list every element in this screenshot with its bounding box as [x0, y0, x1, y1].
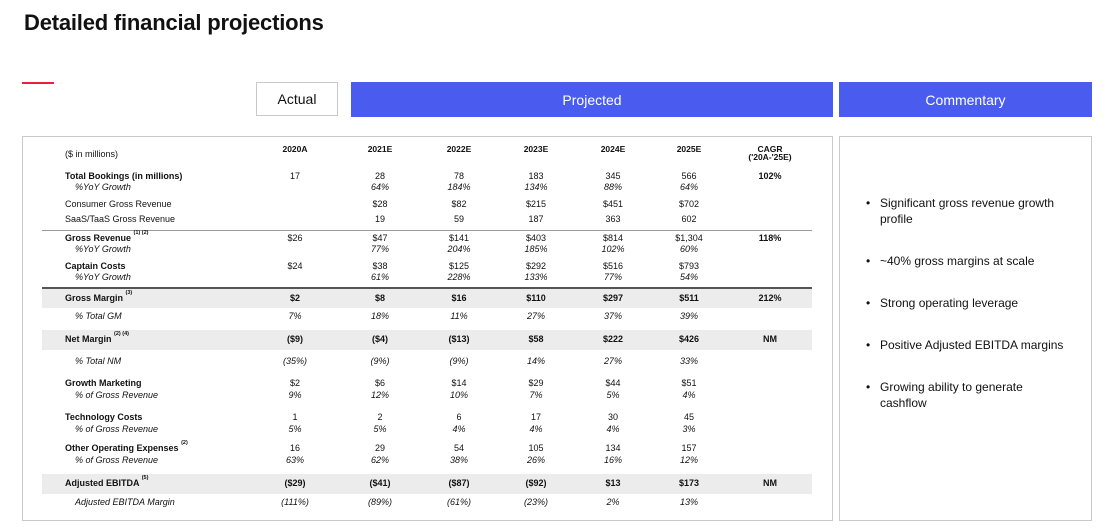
commentary-bullet: [866, 253, 1066, 269]
cagr-cell: 118%: [758, 233, 782, 243]
column-header: 2021E: [367, 144, 393, 154]
commentary-bullet: [866, 295, 1066, 311]
table-cell: 4%: [529, 424, 543, 434]
table-cell: ($92): [525, 478, 547, 488]
table-cell: 4%: [682, 390, 696, 400]
table-cell: $29: [528, 378, 544, 388]
table-cell: 183: [528, 171, 544, 181]
row-label: % Total GM: [75, 311, 122, 321]
bullet-text: Significant gross revenue growth profile: [880, 196, 1055, 226]
table-cell: 184%: [447, 182, 471, 192]
bullet-icon: •: [866, 338, 871, 352]
row-label: Total Bookings (in millions): [65, 171, 183, 181]
row-label: % of Gross Revenue: [75, 455, 159, 465]
cagr-cell: 102%: [758, 171, 782, 181]
table-cell: ($87): [448, 478, 470, 488]
table-cell: $82: [451, 199, 467, 209]
table-cell: 363: [605, 214, 621, 224]
table-cell: $44: [605, 378, 621, 388]
cagr-cell: NM: [763, 478, 777, 488]
table-cell: 228%: [447, 272, 471, 282]
table-cell: 12%: [679, 455, 699, 465]
table-cell: $58: [528, 334, 544, 344]
table-cell: 5%: [288, 424, 302, 434]
table-cell: 27%: [526, 311, 546, 321]
table-cell: 602: [681, 214, 697, 224]
table-cell: 54: [453, 443, 465, 453]
row-label: Gross Revenue $^{(1) (2)}$: [65, 230, 149, 243]
column-header: 2023E: [523, 144, 549, 154]
table-cell: (89%): [367, 497, 393, 507]
table-cell: 38%: [449, 455, 469, 465]
table-cell: 2: [377, 412, 383, 422]
table-cell: 6: [456, 412, 462, 422]
table-cell: 27%: [603, 356, 623, 366]
table-cell: $110: [526, 293, 546, 303]
table-cell: 33%: [679, 356, 699, 366]
table-cell: 10%: [449, 390, 469, 400]
row-label: Gross Margin $^{(3)}$: [65, 290, 133, 303]
table-cell: 45: [683, 412, 695, 422]
table-cell: (9%): [370, 356, 390, 366]
row-label: % of Gross Revenue: [75, 390, 159, 400]
table-cell: 5%: [373, 424, 387, 434]
table-cell: 78: [453, 171, 465, 181]
row-label: % Total NM: [75, 356, 122, 366]
table-cell: $511: [679, 293, 699, 303]
table-cell: ($29): [284, 478, 306, 488]
row-label: Growth Marketing: [65, 378, 142, 388]
page-title: Detailed financial projections: [24, 10, 324, 35]
cagr-cell: NM: [763, 334, 777, 344]
table-cell: ($4): [371, 334, 389, 344]
table-cell: (35%): [282, 356, 308, 366]
row-label: SaaS/TaaS Gross Revenue: [65, 214, 176, 224]
table-cell: ($13): [448, 334, 470, 344]
table-cell: $403: [525, 233, 547, 243]
column-header: 2025E: [676, 144, 702, 154]
row-label: %YoY Growth: [75, 244, 131, 254]
table-cell: 60%: [679, 244, 699, 254]
bullet-icon: •: [866, 296, 871, 310]
table-cell: $297: [602, 293, 624, 303]
table-cell: 77%: [603, 272, 623, 282]
table-cell: $24: [287, 261, 303, 271]
table-cell: 9%: [288, 390, 302, 400]
table-cell: (111%): [281, 497, 309, 507]
table-cell: ($41): [369, 478, 391, 488]
table-cell: 62%: [370, 455, 390, 465]
table-cell: 102%: [601, 244, 625, 254]
table-cell: (23%): [523, 497, 549, 507]
actual-header: Actual: [256, 82, 338, 116]
commentary-bullet: [866, 379, 1066, 411]
table-cell: 3%: [682, 424, 696, 434]
row-label: %YoY Growth: [75, 272, 131, 282]
table-cell: 2%: [606, 497, 620, 507]
cagr-header-range: ('20A-'25E): [748, 152, 792, 162]
table-cell: 39%: [679, 311, 699, 321]
table-cell: 7%: [288, 311, 302, 321]
table-cell: 12%: [370, 390, 390, 400]
table-cell: 59: [453, 214, 465, 224]
table-cell: 14%: [526, 356, 546, 366]
commentary-bullet: [866, 195, 1066, 227]
table-cell: 157: [681, 443, 697, 453]
column-header: 2020A: [282, 144, 308, 154]
table-cell: $793: [678, 261, 700, 271]
column-header: 2022E: [446, 144, 472, 154]
table-cell: 187: [528, 214, 544, 224]
column-header: 2024E: [600, 144, 626, 154]
bullet-icon: •: [866, 254, 871, 268]
row-label: % of Gross Revenue: [75, 424, 159, 434]
table-cell: 7%: [529, 390, 543, 400]
row-label: Adjusted EBITDA $^{(5)}$: [65, 475, 149, 488]
divider-line-thick: [42, 287, 812, 289]
row-label: Captain Costs: [65, 261, 126, 271]
commentary-header: Commentary: [839, 82, 1092, 117]
table-cell: 134: [605, 443, 621, 453]
table-cell: $173: [678, 478, 700, 488]
table-cell: 105: [528, 443, 544, 453]
table-cell: $215: [525, 199, 547, 209]
table-cell: (9%): [449, 356, 469, 366]
table-cell: $516: [602, 261, 624, 271]
table-cell: 64%: [679, 182, 699, 192]
table-cell: 16: [289, 443, 301, 453]
table-cell: $222: [602, 334, 624, 344]
bullet-text: Positive Adjusted EBITDA margins: [880, 338, 1064, 352]
table-cell: 88%: [603, 182, 623, 192]
table-cell: $814: [602, 233, 624, 243]
accent-rule: [22, 82, 54, 84]
table-cell: 16%: [603, 455, 623, 465]
row-label: Consumer Gross Revenue: [65, 199, 172, 209]
bullet-text: Strong operating leverage: [880, 296, 1019, 310]
bullet-icon: •: [866, 196, 871, 210]
table-cell: 26%: [526, 455, 546, 465]
table-cell: 133%: [524, 272, 548, 282]
cagr-header: CAGR: [757, 144, 783, 154]
table-cell: 19: [374, 214, 386, 224]
table-cell: $28: [372, 199, 388, 209]
table-cell: 4%: [606, 424, 620, 434]
table-cell: $2: [289, 378, 301, 388]
units-label: ($ in millions): [65, 149, 119, 159]
table-cell: 134%: [524, 182, 548, 192]
table-cell: $451: [602, 199, 624, 209]
divider-line: [42, 230, 812, 231]
cagr-cell: 212%: [758, 293, 782, 303]
table-cell: $2: [289, 293, 301, 303]
table-cell: 1: [292, 412, 298, 422]
commentary-panel: [839, 136, 1092, 521]
table-cell: 185%: [524, 244, 548, 254]
table-cell: $14: [451, 378, 467, 388]
bullet-icon: •: [866, 380, 871, 394]
table-cell: $8: [374, 293, 386, 303]
table-cell: 17: [530, 412, 542, 422]
row-label: Other Operating Expenses $^{(2)}$: [65, 440, 188, 453]
table-cell: 11%: [450, 311, 468, 321]
table-cell: $141: [448, 233, 470, 243]
table-cell: 37%: [603, 311, 623, 321]
table-cell: $292: [525, 261, 547, 271]
table-cell: 30: [607, 412, 619, 422]
row-label: Adjusted EBITDA Margin: [75, 497, 175, 507]
table-cell: 77%: [370, 244, 390, 254]
row-label: Net Margin $^{(2) (4)}$: [65, 331, 130, 344]
table-cell: 13%: [679, 497, 699, 507]
table-cell: 5%: [606, 390, 620, 400]
table-cell: ($9): [286, 334, 304, 344]
row-label: Technology Costs: [65, 412, 143, 422]
bullet-text: Growing ability to generate cashflow: [880, 380, 1023, 410]
row-label: %YoY Growth: [75, 182, 131, 192]
table-cell: $47: [372, 233, 388, 243]
table-cell: 61%: [370, 272, 390, 282]
table-cell: 204%: [447, 244, 471, 254]
table-cell: 29: [374, 443, 386, 453]
table-cell: $16: [451, 293, 467, 303]
table-cell: (61%): [446, 497, 472, 507]
table-cell: 63%: [285, 455, 305, 465]
table-cell: $702: [678, 199, 700, 209]
table-cell: 566: [681, 171, 697, 181]
table-cell: 17: [289, 171, 301, 181]
table-cell: 54%: [679, 272, 699, 282]
commentary-bullet: [866, 337, 1066, 353]
table-cell: $125: [448, 261, 470, 271]
table-cell: $6: [374, 378, 386, 388]
table-cell: $51: [681, 378, 697, 388]
table-cell: $13: [605, 478, 621, 488]
table-cell: $1,304: [675, 233, 703, 243]
projected-header: Projected: [351, 82, 833, 117]
bullet-text: ~40% gross margins at scale: [880, 254, 1035, 268]
table-cell: 18%: [370, 311, 390, 321]
table-cell: $26: [287, 233, 303, 243]
table-cell: $38: [372, 261, 388, 271]
table-cell: 4%: [452, 424, 466, 434]
table-cell: 64%: [370, 182, 390, 192]
table-cell: 28: [374, 171, 386, 181]
table-cell: 345: [605, 171, 621, 181]
table-cell: $426: [678, 334, 700, 344]
